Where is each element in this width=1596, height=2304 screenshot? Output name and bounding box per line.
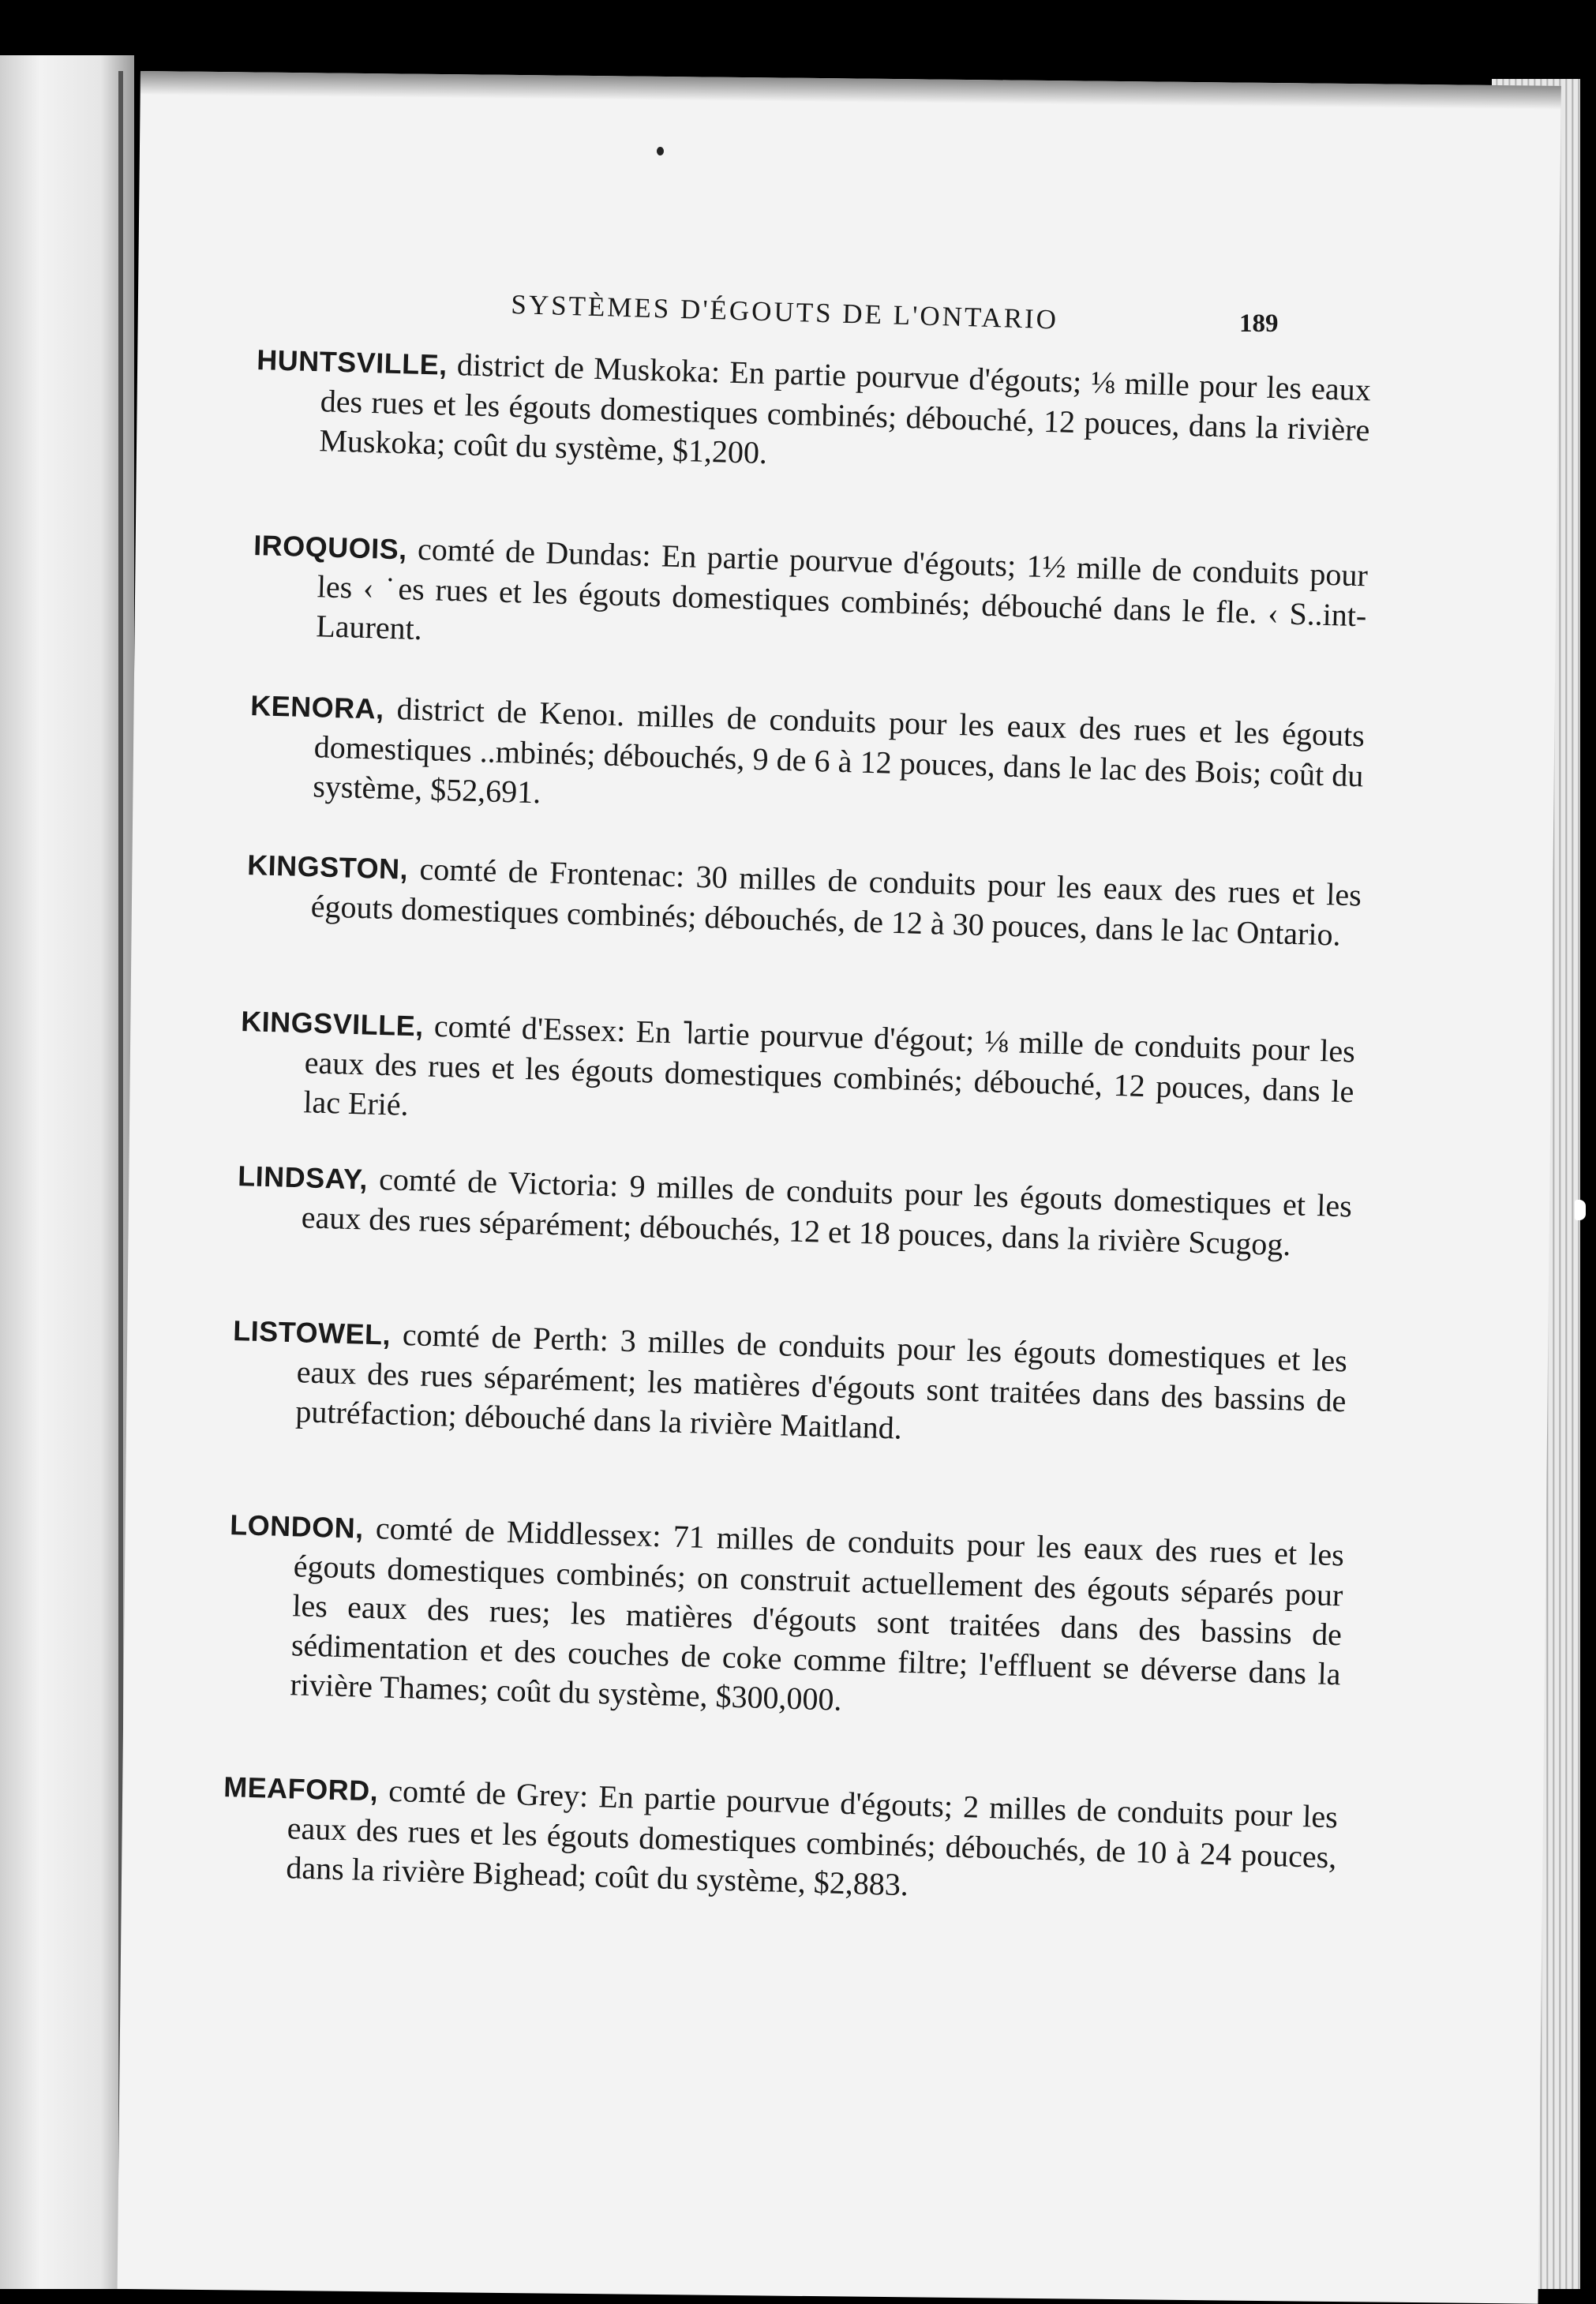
entry-description: comté de Grey: En partie pourvue d'égouts; 2 milles de conduits pour les eaux des rues et les égouts domestiques combinés; débouchés, de 10 à 24 pouces, dans la rivière Bighead; coût du système, $2,883. bbox=[285, 1772, 1339, 1903]
ink-dot bbox=[657, 147, 664, 155]
entry-description: comté de Dundas: En partie pourvue d'égouts; 1½ mille de conduits pour les ‹ ˙es rues et les égouts domestiques combinés; débouché dans le fle. ‹ S..int-Laurent. bbox=[315, 530, 1369, 646]
entry-description: comté de Frontenac: 30 milles de conduits pour les eaux des rues et les égouts domestiques combinés; débouchés, de 12 à 30 pouces, dans le lac Ontario. bbox=[310, 850, 1362, 953]
entry-description: comté de Victoria: 9 milles de conduits pour les égouts domestiques et les eaux des rues séparément; débouchés, 12 et 18 pouces, dans la rivière Scugog. bbox=[301, 1160, 1353, 1263]
entry-description: comté de Perth: 3 milles de conduits pour les égouts domestiques et les eaux des rues séparément; les matières d'égouts sont traitées dans des bassins de putréfaction; débouché dans la rivière Maitland. bbox=[294, 1316, 1348, 1446]
page-number: 189 bbox=[1239, 309, 1279, 338]
entry-town-name: IROQUOIS, bbox=[253, 528, 408, 566]
entry-description: district de Kenoı. milles de conduits pour les eaux des rues et les égouts domestiques ..mbinés; débouchés, 9 de 6 à 12 pouces, dans le lac des Bois; coût du système, $52,691. bbox=[312, 690, 1366, 811]
entry-town-name: LONDON, bbox=[229, 1508, 365, 1545]
entry-town-name: KENORA, bbox=[249, 688, 385, 725]
entry-town-name: MEAFORD, bbox=[223, 1770, 379, 1808]
entry-town-name: KINGSTON, bbox=[246, 848, 409, 886]
page-edge-mark bbox=[1575, 1200, 1586, 1220]
entry-description: comté d'Essex: En ˥artie pourvue d'égout; ⅛ mille de conduits pour les eaux des rues et les égouts domestiques combinés; débouché, 12 pouces, dans le lac Erié. bbox=[302, 1007, 1356, 1122]
left-page-edge bbox=[0, 55, 134, 2289]
entry-london bbox=[225, 1504, 1344, 1733]
entry-description: district de Muskoka: En partie pourvue d'égouts; ⅛ mille pour les eaux des rues et les égouts domestiques combinés; débouché, 12 pouces, dans la rivière Muskoka; coût du système, $1,200. bbox=[318, 346, 1372, 471]
entry-town-name: KINGSVILLE, bbox=[240, 1004, 425, 1043]
running-title: SYSTÈMES D'ÉGOUTS DE L'ONTARIO bbox=[510, 289, 1059, 335]
entry-description: comté de Middlessex: 71 milles de conduits pour les eaux des rues et les égouts domestiques combinés; on construit actuellement des égouts séparés pour les eaux des rues; les matières d'égouts sont traitées dans des bassins de sédimentation et des couches de coke comme filtre; l'effluent se déverse dans la rivière Thames; coût du système, $300,000. bbox=[290, 1509, 1345, 1718]
entry-town-name: HUNTSVILLE, bbox=[256, 343, 448, 381]
entry-town-name: LISTOWEL, bbox=[232, 1313, 392, 1351]
page-top-shadow bbox=[140, 71, 1561, 110]
entry-town-name: LINDSAY, bbox=[237, 1159, 369, 1196]
